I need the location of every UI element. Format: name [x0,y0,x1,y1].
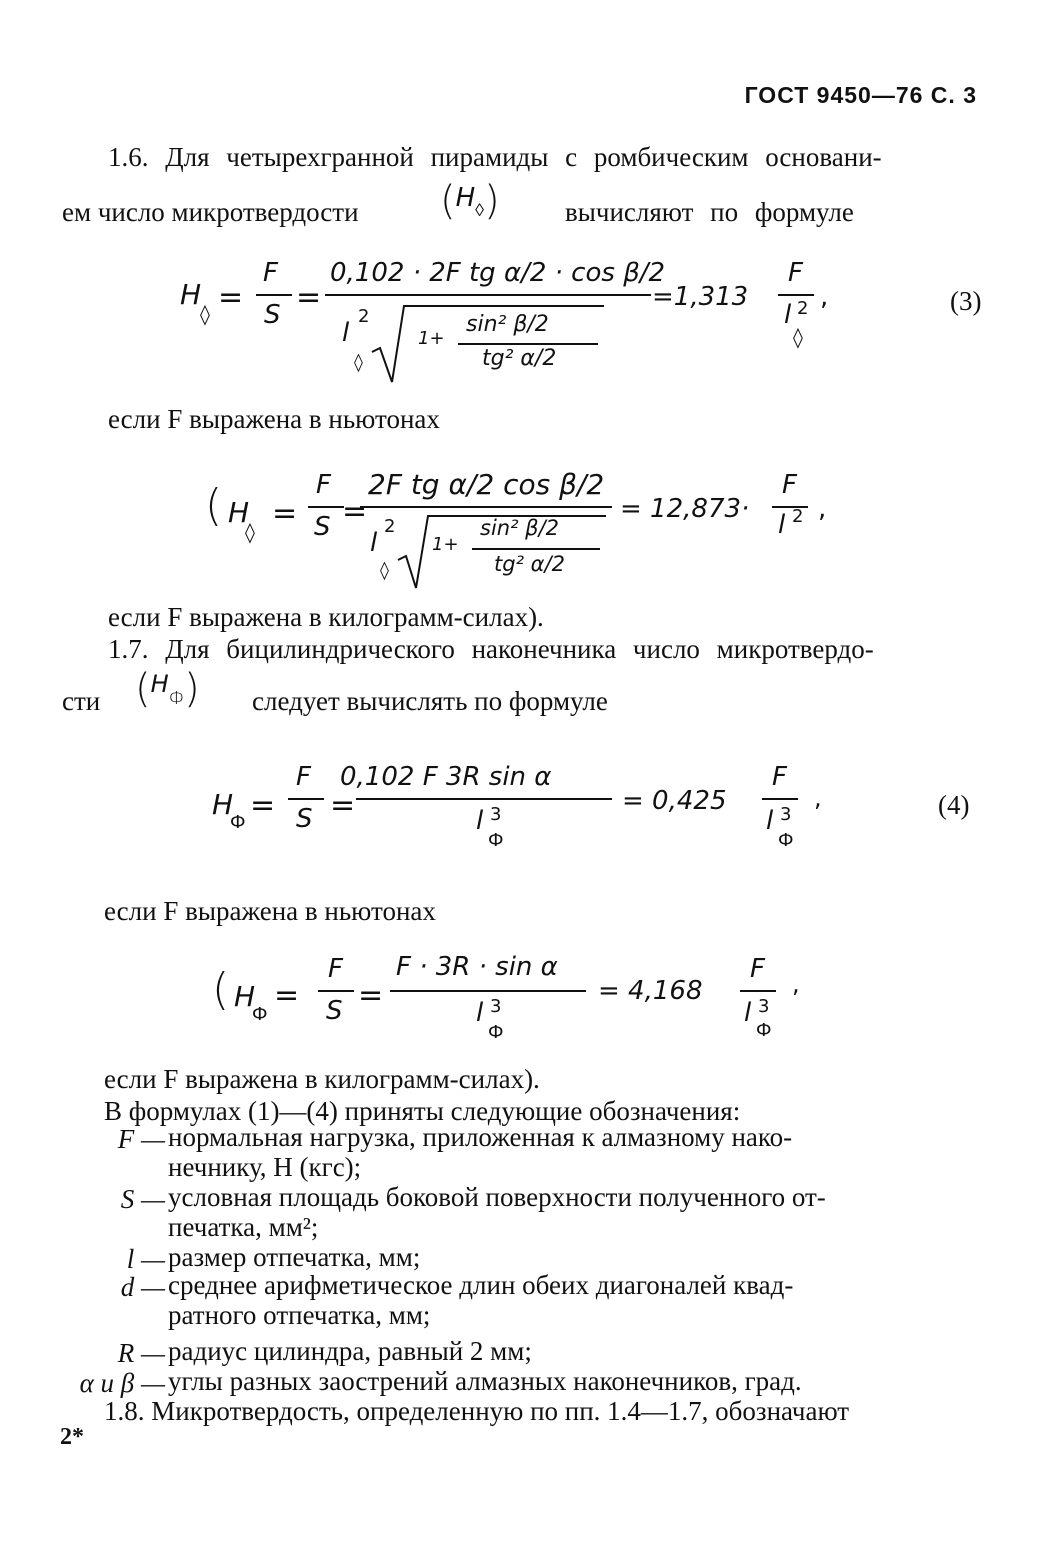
legend-symbol: d — [120,1272,165,1302]
legend-symbol: S — [120,1184,165,1214]
document-page: ГОСТ 9450—76 С. 3 1.6. Для четырехгранной пирамиды с ромбическим основани- ем число микротвердости ($^H$◊) вычисляют по формуле H ◊ = F S = 0,102 · 2F tg α/2 · cos β/2 l 2 ◊ 1+ sin² β/2 tg² α/2 =1,313 F l 2 ◊ , (3) если F выражена в ньютонах ( H ◊ = F S = 2F tg α/2 cos β/2 l 2 ◊ 1+ sin² β/2 tg² α/2 = 12,873· F l 2 , если F выражена в килограмм-силах). 1.7. Для бицилиндрического наконечника число микротвердо- сти ($^H$Ф) следует вычислять по формуле H Ф = F S = 0,102 F 3R sin α l 3 Ф = 0,425 F l 3 Ф , (4) если F выражена в ньютонах ( H Ф = F S = F · 3R · sin α l 3 Ф = 4,168 F l 3 Ф , если F выражена в килограмм-силах). В формулах (1)—(4) приняты следующие обозначения: F — нормальная нагрузка, приложенная к алмазному нако- нечнику, Н (кгс); S — условная площадь боковой поверхности полученного от- печатка, мм²; l — размер отпечатка, мм; d — среднее арифметическое длин обеих диагоналей квад- ратного отпечатка, мм; R — радиус цилиндра, равный 2 мм; α и β — углы разных заострений алмазных наконечников, град. 1.8. Микротвердость, определенную по пп. 1.4—1.7, обозначают 2* [60,82,982,1450]
page-header: ГОСТ 9450—76 С. 3 [744,82,977,108]
legend-text: нормальная нагрузка, приложенная к алмазному нако- [168,1122,793,1152]
legend-symbol: l — [126,1244,165,1274]
legend-symbol: α и β — [79,1368,165,1398]
equation-number-3: (3) [950,286,982,316]
legend-text: условная площадь боковой поверхности полученного от- [168,1182,826,1212]
p16-line2-end: вычисляют по формуле [565,197,854,227]
p16-line1: 1.6. Для четырехгранной пирамиды с ромбическим основани- [108,142,882,172]
page-footer-number: 2* [60,1424,84,1450]
p17-line2-end: следует вычислять по формуле [252,686,608,716]
legend-text: углы разных заострений алмазных наконечников, град. [168,1366,802,1396]
legend-intro: В формулах (1)—(4) приняты следующие обозначения: [104,1096,741,1126]
p17-line1: 1.7. Для бицилиндрического наконечника число микротвердо- [108,634,874,664]
hcyl-symbol: ($^H$Ф) [135,666,200,712]
legend-text: нечнику, Н (кгс); [168,1152,362,1182]
condition-newtons-1: если F выражена в ньютонах [108,404,440,434]
p16-line2-start: ем число микротвердости [62,197,359,227]
legend-text: размер отпечатка, мм; [168,1242,421,1272]
p17-line2-start: сти [62,686,101,716]
condition-kgf-1: если F выражена в килограмм-силах). [108,602,544,632]
legend-text: среднее арифметическое длин обеих диагоналей квад- [168,1270,794,1300]
condition-kgf-2: если F выражена в килограмм-силах). [104,1064,540,1094]
p18-line1: 1.8. Микротвердость, определенную по пп. 1.4—1.7, обозначают [104,1396,850,1426]
legend-text: радиус цилиндра, равный 2 мм; [168,1336,532,1366]
legend-symbol: R — [117,1338,165,1368]
equation-number-4: (4) [938,790,970,820]
legend-text: ратного отпечатка, мм; [168,1300,431,1330]
condition-newtons-2: если F выражена в ньютонах [104,896,436,926]
legend-text: печатка, мм²; [168,1212,319,1242]
legend-symbol: F — [117,1124,165,1154]
hdiamond-symbol: ($^H$◊) [440,178,500,224]
